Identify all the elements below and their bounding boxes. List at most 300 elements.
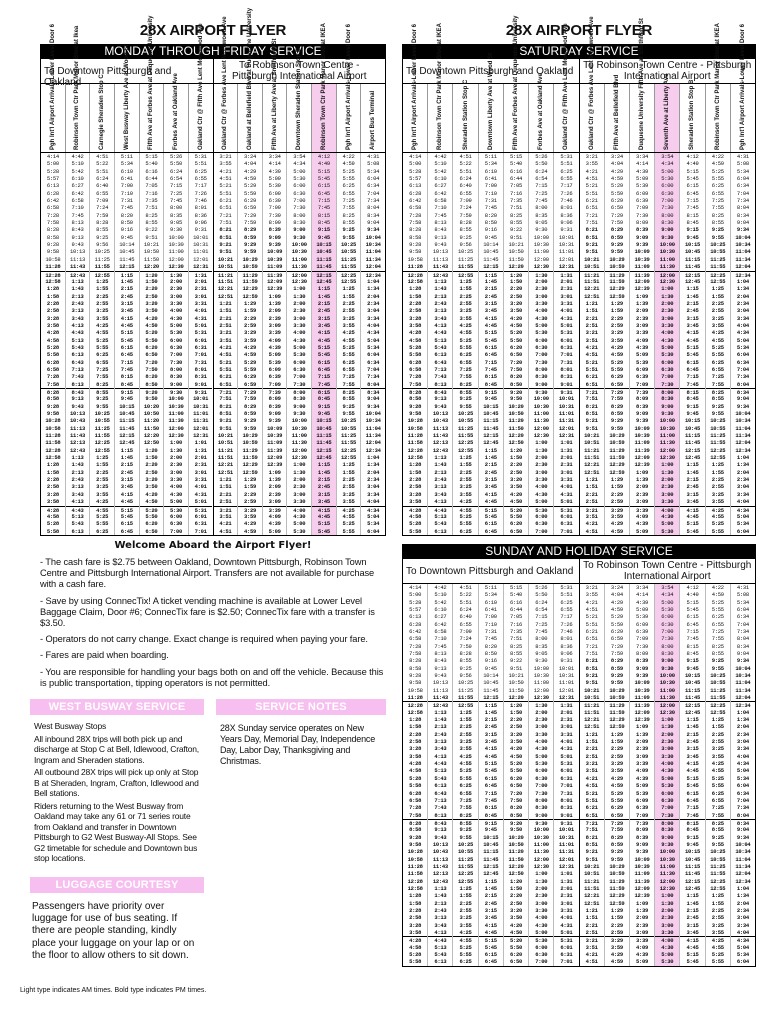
time-cell: 12:15 [119,432,135,440]
time-cell: 4:04 [736,321,749,329]
time-cell: 2:50 [509,723,522,731]
time-cell: 5:09 [268,351,281,359]
time-cell: 7:00 [535,958,548,966]
time-cell: 10:21 [508,241,524,249]
time-cell: 5:15 [317,343,330,351]
time-cell: 5:55 [711,782,724,790]
time-column [655,584,680,966]
time-cell: 5:13 [434,336,447,344]
time-cell: 5:50 [509,767,522,775]
time-cell: 7:34 [367,197,380,205]
time-cell: 5:59 [243,189,256,197]
time-cell: 3:34 [367,314,380,322]
time-cell: 10:14 [119,241,135,249]
time-cell: 4:29 [243,520,256,528]
time-cell: 11:09 [267,439,283,447]
time-cell: 9:25 [459,664,472,672]
time-cell: 5:00 [661,951,674,959]
time-cell: 2:51 [585,498,598,506]
time-column [90,153,115,535]
time-cell: 4:00 [170,307,183,315]
time-cell: 9:29 [610,241,623,249]
time-cell: 10:29 [609,255,625,263]
time-cell: 10:00 [533,395,549,403]
time-cell: 5:34 [367,343,380,351]
time-cell: 1:58 [409,723,422,731]
time-cell: 2:58 [409,914,422,922]
time-cell: 2:20 [509,892,522,900]
time-cell: 5:51 [560,160,573,168]
time-cell: 9:28 [409,833,422,841]
time-cell: 7:04 [367,189,380,197]
time-cell: 5:21 [585,182,598,190]
time-cell: 2:09 [636,914,649,922]
time-column [655,153,680,535]
time-cell: 9:30 [661,664,674,672]
time-cell: 11:01 [558,410,574,418]
time-cell: 12:20 [143,432,159,440]
time-cell: 9:20 [140,388,164,395]
time-cell: 9:51 [585,424,598,432]
time-cell: 11:59 [609,708,625,716]
time-cell: 9:56 [459,241,472,249]
time-cell: 11:29 [242,446,258,454]
time-cell: 12:13 [432,870,448,878]
time-cell: 11:15 [316,432,332,440]
time-cell: 2:31 [560,461,573,469]
time-cell: 10:50 [508,410,524,418]
time-cell: 5:15 [686,951,699,959]
time-cell: 11:15 [684,862,700,870]
time-cell: 6:25 [711,182,724,190]
time-cell: 7:45 [686,635,699,643]
time-cell: 6:28 [46,358,59,366]
time-cell: 2:31 [560,285,573,293]
time-cell: 3:34 [636,153,649,160]
time-cell: 3:09 [268,498,281,506]
time-cell: 9:56 [459,672,472,679]
time-cell: 3:25 [96,483,109,491]
time-cell: 12:39 [634,892,650,900]
time-cell: 8:36 [560,642,573,650]
time-cell: 11:00 [533,410,549,418]
time-cell: 4:45 [120,498,133,506]
time-cell: 1:45 [686,723,699,731]
time-cell: 9:39 [636,848,649,856]
time-cell: 8:15 [686,642,699,650]
time-cell: 7:35 [145,197,158,205]
time-cell: 6:21 [585,627,598,635]
time-cell: 12:55 [710,454,726,462]
time-cell: 5:34 [736,951,749,959]
time-cell: 1:31 [560,446,573,454]
time-cell: 7:55 [342,380,355,388]
time-cell: 12:00 [287,271,311,278]
time-cell: 7:58 [46,380,59,388]
time-cell: 10:30 [533,402,549,410]
time-cell: 3:09 [636,498,649,506]
time-cell: 6:27 [71,182,84,190]
time-cell: 8:01 [194,204,207,212]
time-cell: 12:45 [684,884,700,892]
time-cell: 3:39 [630,506,654,513]
time-cell: 2:28 [409,299,422,307]
time-cell: 10:20 [143,402,159,410]
time-cell: 6:44 [145,175,158,183]
time-cell: 9:13 [434,826,447,834]
time-cell: 2:09 [636,738,649,746]
time-cell: 12:29 [609,285,625,293]
time-cell: 1:58 [46,292,59,300]
time-cell: 8:59 [610,840,623,848]
time-cell: 5:39 [636,613,649,621]
time-cell: 8:34 [361,388,385,395]
time-cell: 7:25 [711,197,724,205]
time-cell: 2:51 [585,752,598,760]
time-cell: 5:28 [409,167,422,175]
time-cell: 9:34 [736,833,749,841]
time-cell: 2:34 [736,907,749,914]
time-cell: 8:00 [293,211,306,219]
time-cell: 5:50 [535,160,548,168]
time-cell: 9:06 [194,219,207,227]
time-cell: 11:00 [291,432,307,440]
times-inbound [41,153,213,535]
time-cell: 5:04 [736,767,749,775]
time-column [580,153,605,535]
time-cell: 9:09 [268,233,281,241]
time-cell: 1:04 [367,454,380,462]
time-cell: 3:30 [535,907,548,914]
time-cell: 12:09 [634,708,650,716]
time-cell: 7:30 [661,204,674,212]
time-cell: 5:30 [661,782,674,790]
time-cell: 6:27 [434,613,447,621]
time-cell: 3:55 [342,498,355,506]
time-cell: 7:51 [585,826,598,834]
time-cell: 5:20 [509,760,522,768]
time-cell: 4:39 [636,774,649,782]
time-cell: 12:58 [407,708,423,716]
time-cell: 8:59 [610,664,623,672]
time-cell: 1:00 [661,716,674,724]
time-cell: 12:29 [242,461,258,469]
time-cell: 11:28 [45,432,61,440]
west-busway-box [30,699,204,866]
time-cell: 5:15 [686,598,699,606]
time-cell: 8:00 [535,365,548,373]
time-cell: 3:24 [610,583,623,591]
time-cell: 9:30 [535,226,548,234]
time-cell: 10:21 [217,432,233,440]
time-cell: 2:29 [610,745,623,753]
time-cell: 1:15 [115,271,139,278]
time-cell: 1:30 [661,899,674,907]
time-cell: 4:55 [453,506,477,513]
time-cell: 7:45 [686,811,699,819]
direction-outbound: To Robinson Town Centre - Pittsburgh International Airport [579,559,756,583]
time-cell: 4:04 [610,591,623,599]
time-cell: 6:09 [636,620,649,628]
time-cell: 9:43 [71,402,84,410]
time-cell: 11:34 [735,255,751,263]
service-notes-title: SERVICE NOTES [216,699,386,715]
time-cell: 4:30 [661,767,674,775]
time-cell: 5:31 [554,936,578,943]
time-cell: 1:50 [509,454,522,462]
time-cell: 11:28 [407,263,423,271]
time-cell: 2:01 [560,708,573,716]
time-cell: 11:25 [341,255,357,263]
time-cell: 7:05 [145,182,158,190]
stop-label: Robinson Town Ctr Park Manor Blvd at IKEA [437,23,444,150]
time-cell: 7:28 [409,211,422,219]
time-cell: 9:30 [293,410,306,418]
time-cell: 1:39 [636,476,649,484]
time-cell: 8:04 [736,380,749,388]
time-cell: 1:50 [509,277,522,285]
time-cell: 5:55 [342,527,355,535]
stop-column [680,79,705,152]
time-cell: 11:59 [242,277,258,285]
time-cell: 8:13 [434,811,447,819]
time-cell: 1:45 [484,708,497,716]
time-cell: 12:51 [217,292,233,300]
time-cell: 7:34 [736,373,749,381]
times-inbound [403,584,579,966]
time-cell: 4:45 [686,512,699,520]
time-cell: 7:15 [686,373,699,381]
time-cell: 3:04 [736,307,749,315]
time-cell: 6:04 [367,175,380,183]
time-cell: 1:34 [736,716,749,724]
time-cell: 4:58 [409,943,422,951]
time-cell: 3:13 [434,738,447,746]
time-cell: 2:45 [120,292,133,300]
time-cell: 10:31 [558,241,574,249]
time-cell: 10:30 [659,248,675,256]
time-cell: 10:58 [407,424,423,432]
time-cell: 7:21 [214,388,238,395]
time-cell: 4:51 [459,583,472,591]
time-cell: 5:45 [686,782,699,790]
time-cell: 4:50 [509,498,522,506]
time-cell: 2:15 [120,285,133,293]
time-cell: 5:11 [484,583,497,591]
time-cell: 11:00 [533,840,549,848]
time-cell: 6:34 [367,182,380,190]
time-cell: 6:43 [71,358,84,366]
time-cell: 5:00 [535,498,548,506]
time-cell: 10:09 [267,424,283,432]
time-cell: 10:25 [341,241,357,249]
time-cell: 5:50 [509,512,522,520]
time-cell: 4:12 [686,583,699,591]
time-cell: 1:25 [711,285,724,293]
time-cell: 10:34 [365,241,381,249]
time-cell: 3:45 [317,321,330,329]
time-cell: 4:14 [268,160,281,168]
time-cell: 5:45 [120,336,133,344]
time-cell: 2:59 [610,929,623,937]
time-cell: 7:58 [409,219,422,227]
time-cell: 12:45 [684,708,700,716]
time-cell: 8:09 [636,826,649,834]
time-cell: 10:04 [735,840,751,848]
time-cell: 6:59 [243,204,256,212]
time-cell: 6:45 [686,365,699,373]
time-cell: 4:58 [409,767,422,775]
time-cell: 9:28 [409,402,422,410]
time-cell: 7:55 [711,204,724,212]
time-cell: 6:30 [661,796,674,804]
time-cell: 2:15 [317,476,330,484]
time-cell: 9:45 [484,826,497,834]
time-cell: 9:51 [145,233,158,241]
time-cell: 6:51 [585,380,598,388]
time-cell: 8:55 [342,219,355,227]
time-cell: 12:15 [316,446,332,454]
time-cell: 8:15 [484,373,497,381]
time-cell: 6:00 [535,336,548,344]
time-cell: 12:15 [680,271,704,278]
time-cell: 9:45 [317,410,330,418]
time-cell: 8:35 [170,211,183,219]
time-cell: 3:50 [509,307,522,315]
time-cell: 8:00 [661,642,674,650]
time-cell: 4:59 [243,175,256,183]
time-cell: 5:00 [661,167,674,175]
time-cell: 4:39 [636,598,649,606]
time-cell: 8:55 [342,395,355,403]
time-cell: 5:58 [409,958,422,966]
time-cell: 3:55 [459,490,472,498]
time-cell: 2:30 [535,892,548,900]
time-cell: 4:21 [585,167,598,175]
time-cell: 6:59 [610,204,623,212]
time-cell: 3:15 [686,921,699,929]
time-cell: 4:01 [560,738,573,746]
time-cell: 6:21 [585,197,598,205]
time-cell: 7:25 [535,620,548,628]
time-cell: 6:29 [243,373,256,381]
time-cell: 7:59 [243,395,256,403]
time-cell: 1:04 [736,454,749,462]
time-cell: 5:15 [686,167,699,175]
time-cell: 12:04 [735,263,751,271]
time-cell: 2:50 [509,899,522,907]
time-cell: 8:28 [459,649,472,657]
time-cell: 4:15 [317,329,330,337]
time-cell: 4:00 [655,936,679,943]
time-cell: 7:05 [509,613,522,621]
time-cell: 5:00 [409,591,422,599]
time-cell: 7:30 [535,358,548,366]
time-cell: 7:55 [711,635,724,643]
time-cell: 2:58 [46,307,59,315]
time-cell: 4:55 [96,329,109,337]
time-cell: 9:28 [46,402,59,410]
time-column [706,584,731,966]
time-cell: 9:13 [434,395,447,403]
time-cell: 4:51 [96,153,109,160]
time-cell: 3:39 [636,329,649,337]
flyer-title-right: 28X AIRPORT FLYER [505,22,653,39]
time-cell: 7:10 [434,204,447,212]
time-cell: 3:20 [509,476,522,484]
time-cell: 1:25 [342,461,355,469]
time-cell: 8:45 [686,826,699,834]
time-cell: 7:45 [317,204,330,212]
time-cell: 11:39 [630,271,654,278]
time-cell: 11:25 [710,862,726,870]
time-cell: 7:39 [636,211,649,219]
time-cell: 4:30 [293,512,306,520]
time-cell: 5:59 [610,365,623,373]
time-cell: 4:45 [686,943,699,951]
time-cell: 12:30 [659,454,675,462]
time-cell: 4:39 [636,520,649,528]
time-cell: 1:30 [293,292,306,300]
time-cell: 6:13 [46,182,59,190]
time-cell: 9:29 [243,241,256,249]
time-cell: 6:55 [96,189,109,197]
time-cell: 7:25 [342,197,355,205]
time-cell: 1:51 [585,738,598,746]
time-cell: 1:15 [317,461,330,469]
time-cell: 4:59 [243,351,256,359]
time-cell: 3:58 [409,498,422,506]
time-cell: 1:04 [736,277,749,285]
time-cell: 8:45 [686,219,699,227]
time-cell: 7:17 [194,182,207,190]
time-cell: 11:25 [710,432,726,440]
time-cell: 10:31 [193,241,209,249]
time-cell: 3:54 [661,153,674,160]
time-cell: 4:59 [711,160,724,168]
time-cell: 3:51 [585,512,598,520]
time-cell: 4:55 [453,936,477,943]
time-cell: 12:28 [403,271,427,278]
time-cell: 4:59 [610,782,623,790]
time-cell: 7:15 [317,197,330,205]
time-cell: 12:25 [710,877,726,885]
time-cell: 7:09 [96,197,109,205]
time-cell: 1:15 [484,877,497,885]
time-cell: 6:55 [459,789,472,797]
time-cell: 9:22 [509,226,522,234]
time-cell: 2:21 [585,490,598,498]
time-cell: 12:29 [609,892,625,900]
time-cell: 7:15 [484,789,497,797]
time-cell: 9:25 [711,402,724,410]
time-cell: 7:09 [636,811,649,819]
service-notes-body: 28X Sunday service operates on New Years Day, Memorial Day, Independence Day, Labor Day, Thanksgiving and Christmas. [220,723,376,766]
time-cell: 2:29 [610,921,623,929]
time-cell: 7:43 [71,373,84,381]
time-cell: 1:43 [71,285,84,293]
time-cell: 3:25 [711,745,724,753]
west-busway-paragraph: All inbound 28X trips will both pick up and discharge at Stop C at Bell, Idlewood, Crafton, Ingram and Sheraden stations. [34,733,199,765]
time-cell: 8:15 [680,819,704,826]
time-cell: 11:09 [267,263,283,271]
time-cell: 6:43 [434,358,447,366]
time-cell: 12:58 [45,454,61,462]
time-cell: 4:25 [459,752,472,760]
stop-label: Carnegie Sheraden Stop C [99,74,106,150]
time-cell: 1:13 [434,708,447,716]
time-cell: 8:28 [403,819,427,826]
